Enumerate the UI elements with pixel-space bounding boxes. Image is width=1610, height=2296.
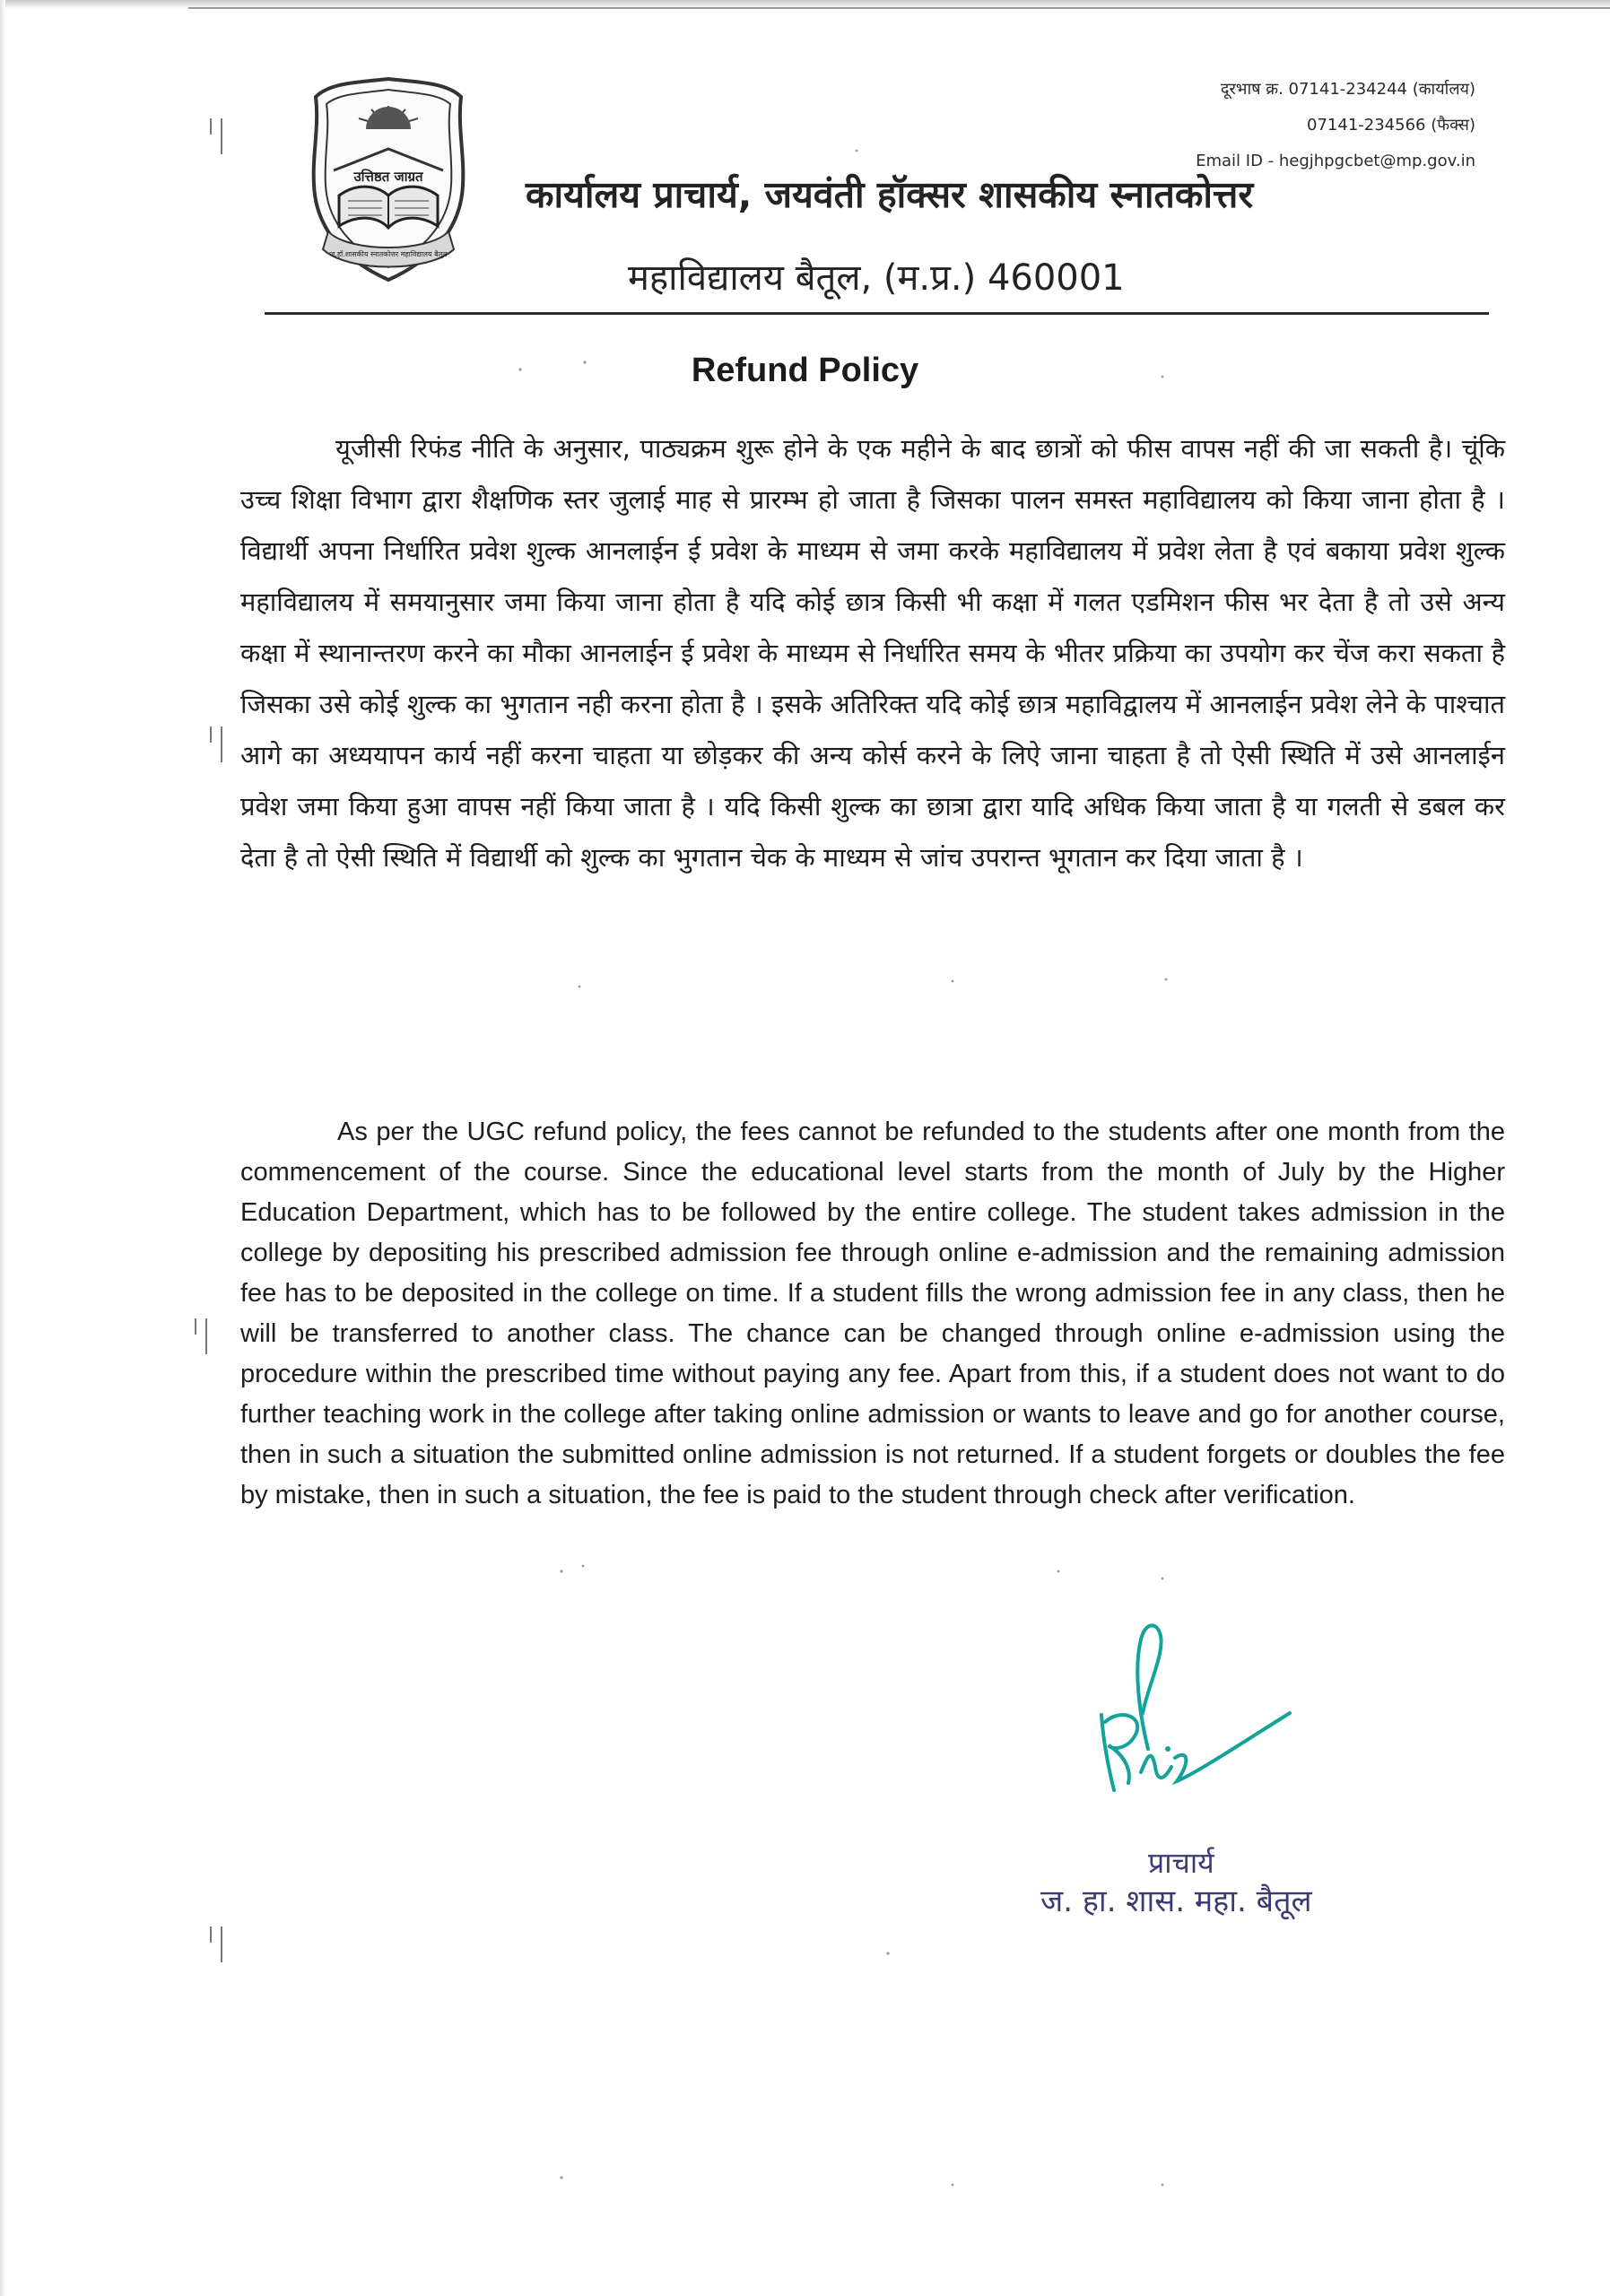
email-id: Email ID - hegjhpgcbet@mp.gov.in xyxy=(1196,152,1475,170)
punch-hole-mark xyxy=(208,726,231,762)
office-name-line2: महाविद्यालय बैतूल, (म.प्र.) 460001 xyxy=(628,257,1125,299)
punch-hole-mark xyxy=(208,118,231,154)
page-title: Refund Policy xyxy=(691,352,919,389)
signatory-institution-stamp: ज. हा. शास. महा. बैतूल xyxy=(1040,1883,1312,1919)
seal-motto: उत्तिष्ठत जाग्रत xyxy=(353,169,423,185)
english-policy-paragraph: As per the UGC refund policy, the fees cannot be refunded to the students after one month from the commencement of the course. Since the educational level starts from the month of July by the Higher Education Department, which has to be followed by the entire college. The student takes admission in the college by depositing his prescribed admission fee through online e-admission and the remaining admission fee has to be deposited in the college on time. If a student fills the wrong admission fee in any class, then he will be transferred to another class. The chance can be changed through online e-admission using the procedure within the prescribed time without paying any fee. Apart from this, if a student does not want to do further teaching work in the college after taking online admission or wants to leave and go for another course, then in such a situation the submitted online admission is not returned. If a student forgets or doubles the fee by mistake, then in such a situation, the fee is paid to the student through check after verification. xyxy=(240,1118,1505,1509)
principal-signature xyxy=(1085,1614,1301,1821)
scan-edge-left xyxy=(0,0,5,2296)
seal-ring-text: ज.हॉ.शासकीय स्नातकोत्तर महाविद्यालय बैतूल xyxy=(329,250,448,258)
contact-block xyxy=(1196,72,1475,179)
office-name-line1: कार्यालय प्राचार्य, जयवंती हॉक्सर शासकीय स्नातकोत्तर xyxy=(526,173,1254,216)
college-seal-logo xyxy=(303,74,474,287)
scan-line-top xyxy=(188,7,1610,9)
signatory-designation: प्राचार्य xyxy=(1148,1846,1214,1880)
punch-hole-mark xyxy=(208,1926,231,1962)
phone-office: दूरभाष क्र. 07141-234244 (कार्यालय) xyxy=(1220,80,1475,99)
fax-number: 07141-234566 (फैक्स) xyxy=(1307,116,1475,135)
header-divider xyxy=(265,312,1489,315)
hindi-policy-paragraph: यूजीसी रिफंड नीति के अनुसार, पाठ्यक्रम शुरू होने के एक महीने के बाद छात्रों को फीस वापस नहीं की जा सकती है। चूंकि उच्च शिक्षा विभाग द्वारा शैक्षणिक स्तर जुलाई माह से प्रारम्भ हो जाता है जिसका पालन समस्त महाविद्यालय को किया जाना होता है । विद्यार्थी अपना निर्धारित प्रवेश शुल्क आनलाईन ई प्रवेश के माध्यम से जमा करके महाविद्यालय में प्रवेश लेता है एवं बकाया प्रवेश शुल्क महाविद्यालय में समयानुसार जमा किया जाना होता है यदि कोई छात्र किसी भी कक्षा में गलत एडमिशन फीस भर देता है तो उसे अन्य कक्षा में स्थानान्तरण करने का मौका आनलाईन ई प्रवेश के माध्यम से निर्धारित समय के भीतर प्रक्रिया का उपयोग कर चेंज करा सकता है जिसका उसे कोई शुल्क का भुगतान नही करना होता है । इसके अतिरिक्त यदि कोई छात्र महाविद्वालय में आनलाईन प्रवेश लेने के पाश्चात आगे का अध्ययापन कार्य नहीं करना चाहता या छोड़कर की अन्य कोर्स करने के लिऐ जाना चाहता है तो ऐसी स्थिति में उसे आनलाईन प्रवेश जमा किया हुआ वापस नहीं किया जाता है । यदि किसी शुल्क का छात्रा द्वारा यादि अधिक किया जाता है या गलती से डबल कर देता है तो ऐसी स्थिति में विद्यार्थी को शुल्क का भुगतान चेक के माध्यम से जांच उपरान्त भूगतान कर दिया जाता है । xyxy=(240,433,1505,873)
punch-hole-mark xyxy=(193,1318,216,1354)
